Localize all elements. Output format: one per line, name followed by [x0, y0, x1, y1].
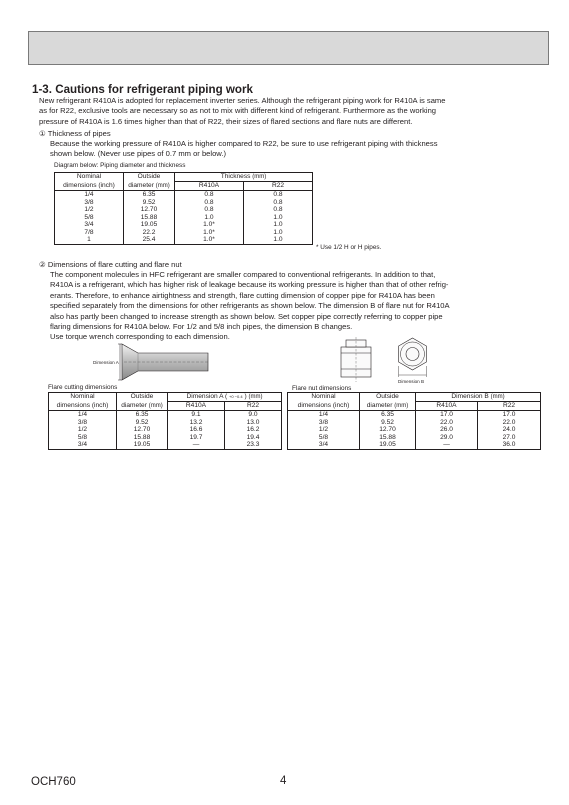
cell-outside: 19.05	[360, 441, 416, 449]
header-outside-label: diameter	[128, 181, 154, 189]
thickness-line: shown below. (Never use pipes of 0.7 mm or below.)	[50, 149, 227, 159]
cell-r22: 27.0	[478, 434, 541, 442]
cell-r22: 0.8	[244, 191, 313, 199]
intro-line: as for R22, exclusive tools are necessary so as not to mix with different kind of refrigerant. Furthermore as the working	[39, 106, 437, 116]
page-number: 4	[280, 775, 287, 787]
section-title: 1-3. Cautions for refrigerant piping work	[32, 83, 253, 96]
flare-line: flaring dimensions for R410A below. For 1/2 and 5/8 inch pipes, the dimension B changes.	[50, 322, 353, 332]
header-r22: R22	[244, 182, 313, 191]
cell-nominal: 3/4	[84, 221, 94, 229]
cell-nominal: 3/4	[318, 441, 329, 449]
table-row	[49, 434, 282, 442]
header-dimension-b	[416, 393, 541, 402]
header-dimension-a-label: Dimension A (	[186, 393, 230, 400]
cell-outside: 15.88	[360, 434, 416, 442]
nut-table-caption: Flare nut dimensions	[292, 385, 352, 392]
cell-r410a: 22.0	[416, 418, 478, 426]
cell-r22: 0.8	[244, 198, 313, 206]
cell-nominal: 5/8	[84, 213, 94, 221]
cell-r410a: 1.0	[175, 214, 244, 222]
document-code: OCH760	[31, 776, 76, 788]
cell-outside: 6.35	[124, 191, 175, 199]
table-row	[55, 198, 313, 206]
cell-r410a: 0.8	[175, 198, 244, 206]
thickness-paragraph	[50, 139, 540, 160]
header-outside-label: diameter	[366, 401, 393, 409]
cell-nominal: 7/8	[84, 228, 94, 236]
cell-outside: 22.2	[124, 229, 175, 237]
intro-paragraph	[39, 96, 537, 127]
cell-r22: 1.0	[244, 229, 313, 237]
header-outside-2	[360, 402, 416, 411]
cell-r22: 1.0	[244, 214, 313, 222]
flare-cut-table	[48, 392, 282, 450]
cell-outside: 15.88	[124, 214, 175, 222]
cell-outside: 6.35	[360, 411, 416, 419]
cell-r22: 0.8	[244, 206, 313, 214]
header-nominal-2: dimensions (inch)	[288, 402, 360, 411]
cell-nominal: 3/4	[77, 441, 88, 449]
table-row	[55, 236, 313, 244]
table-row	[288, 411, 541, 419]
dimension-a-label: Dimension A	[93, 360, 119, 365]
cell-nominal: 1/2	[84, 206, 94, 214]
header-bar	[28, 31, 549, 65]
flare-line: erants. Therefore, to enhance airtightness and strength, flare cutting dimension of copper pipe for R410A has been	[50, 290, 435, 300]
header-outside: Outside	[124, 173, 175, 182]
cell-r410a: 16.6	[168, 426, 225, 434]
thickness-table-caption: Diagram below: Piping diameter and thickness	[54, 162, 186, 169]
table-row	[55, 191, 313, 199]
header-nominal: Nominal	[70, 393, 95, 401]
header-outside-label: diameter	[121, 401, 147, 409]
cell-r410a: 13.2	[168, 418, 225, 426]
cell-outside: 9.52	[124, 198, 175, 206]
intro-line: New refrigerant R410A is adopted for replacement inverter series. Although the refrigerant piping work for R410A is same	[39, 96, 446, 105]
dimension-b-label: Dimension B	[398, 379, 425, 384]
cell-r22: 16.2	[225, 426, 282, 434]
flare-line: specified separately from the dimensions for other refrigerants as shown below. The dimension B of flare nut for R410A	[50, 301, 450, 311]
header-outside: Outside	[117, 393, 168, 402]
cell-r410a: 19.7	[168, 434, 225, 442]
cell-nominal: 1/4	[77, 411, 88, 418]
flare-heading: ② Dimensions of flare cutting and flare nut	[39, 260, 182, 269]
cell-outside: 19.05	[117, 441, 168, 449]
cell-r410a: 17.0	[416, 411, 478, 419]
cell-nominal: 3/8	[318, 418, 329, 426]
cell-nominal: 1/2	[318, 426, 329, 434]
nut-hexagon	[399, 338, 427, 370]
cell-outside: 12.70	[117, 426, 168, 434]
cell-r22: 1.0	[244, 236, 313, 244]
cell-nominal: 3/8	[77, 418, 88, 426]
cell-nominal: 1	[87, 236, 91, 244]
header-dimension-a-close: )	[242, 393, 249, 400]
cut-table-caption: Flare cutting dimensions	[48, 384, 118, 391]
table-row	[49, 426, 282, 434]
cell-outside: 15.88	[117, 434, 168, 442]
thickness-heading: ① Thickness of pipes	[39, 129, 111, 138]
header-outside-2	[117, 402, 168, 411]
flare-paragraph	[50, 270, 540, 343]
table-row	[55, 221, 313, 229]
table-row	[55, 214, 313, 222]
cell-outside: 12.70	[360, 426, 416, 434]
cell-r22: 17.0	[478, 411, 541, 419]
cell-nominal: 5/8	[77, 433, 88, 441]
cell-nominal: 1/4	[318, 411, 329, 418]
cell-outside: 19.05	[124, 221, 175, 229]
cell-nominal: 5/8	[318, 433, 329, 441]
cell-r22: 19.4	[225, 434, 282, 442]
header-dimension-b-label: Dimension B	[451, 393, 489, 400]
table-row	[55, 206, 313, 214]
cell-r410a: 1.0*	[175, 236, 244, 244]
table-row	[288, 434, 541, 442]
cell-r410a: —	[416, 441, 478, 449]
cell-r22: 9.0	[225, 411, 282, 419]
thickness-line: Because the working pressure of R410A is higher compared to R22, be sure to use refrigerant piping with thickness	[50, 139, 438, 148]
tolerance-symbol: +0 −0.4	[229, 394, 243, 399]
cell-outside: 6.35	[117, 411, 168, 419]
flare-nut-figure	[335, 336, 441, 386]
header-nominal-2: dimensions (inch)	[49, 402, 117, 411]
cell-r410a: —	[168, 441, 225, 449]
cell-r410a: 0.8	[175, 191, 244, 199]
header-outside: Outside	[360, 393, 416, 402]
cell-nominal: 1/2	[77, 426, 88, 434]
header-nominal: Nominal	[311, 393, 336, 401]
header-outside-unit: (mm)	[155, 182, 170, 189]
table-row	[49, 411, 282, 419]
header-r410a: R410A	[168, 402, 225, 411]
cell-r22: 36.0	[478, 441, 541, 449]
header-thickness-label: Thickness	[220, 173, 251, 180]
header-r410a: R410A	[416, 402, 478, 411]
cell-r22: 13.0	[225, 418, 282, 426]
cell-r410a: 1.0*	[175, 221, 244, 229]
table-row	[288, 426, 541, 434]
cell-outside: 25.4	[124, 236, 175, 244]
header-outside-2	[124, 182, 175, 191]
table-row	[49, 418, 282, 426]
table-row	[288, 418, 541, 426]
header-thickness	[175, 173, 313, 182]
flare-pipe-figure	[90, 340, 210, 384]
header-dimension-a-unit: (mm)	[248, 394, 263, 400]
header-outside-unit: (mm)	[394, 402, 409, 409]
flare-nut-table	[287, 392, 541, 450]
cell-r410a: 26.0	[416, 426, 478, 434]
cell-r22: 24.0	[478, 426, 541, 434]
cell-r410a: 29.0	[416, 434, 478, 442]
header-r22: R22	[478, 402, 541, 411]
thickness-table	[54, 172, 313, 245]
cell-outside: 9.52	[117, 418, 168, 426]
header-outside-unit: (mm)	[148, 402, 163, 409]
thickness-note: * Use 1/2 H or H pipes.	[316, 244, 382, 251]
flare-line: The component molecules in HFC refrigerant are smaller compared to conventional refrigerants. In addition to that,	[50, 270, 436, 279]
header-thickness-unit: (mm)	[252, 174, 267, 180]
cell-r410a: 9.1	[168, 411, 225, 419]
table-row	[288, 441, 541, 449]
intro-line: pressure of R410A is 1.6 times higher than that of R22, their sizes of flared sections and flare nuts are different.	[39, 116, 413, 126]
header-nominal-2: dimensions (inch)	[55, 182, 124, 191]
header-dimension-b-unit: (mm)	[490, 394, 505, 400]
header-r22: R22	[225, 402, 282, 411]
flare-line: Use torque wrench corresponding to each dimension.	[50, 332, 230, 342]
header-nominal: Nominal	[76, 173, 102, 181]
cell-outside: 12.70	[124, 206, 175, 214]
flare-line: also has partly been changed to increase strength as shown below. Set copper pipe correctly referring to copper pipe	[50, 311, 443, 321]
cell-r22: 22.0	[478, 418, 541, 426]
cell-r410a: 1.0*	[175, 229, 244, 237]
table-row	[49, 441, 282, 449]
flare-line: R410A is a refrigerant, which has higher risk of leakage because its working pressure is higher than that of other refrig-	[50, 280, 449, 290]
cell-r410a: 0.8	[175, 206, 244, 214]
cell-r22: 23.3	[225, 441, 282, 449]
header-r410a: R410A	[175, 182, 244, 191]
cell-nominal: 3/8	[84, 198, 94, 206]
header-dimension-a	[168, 393, 282, 402]
cell-r22: 1.0	[244, 221, 313, 229]
cell-outside: 9.52	[360, 418, 416, 426]
table-row	[55, 229, 313, 237]
cell-nominal: 1/4	[84, 191, 94, 198]
